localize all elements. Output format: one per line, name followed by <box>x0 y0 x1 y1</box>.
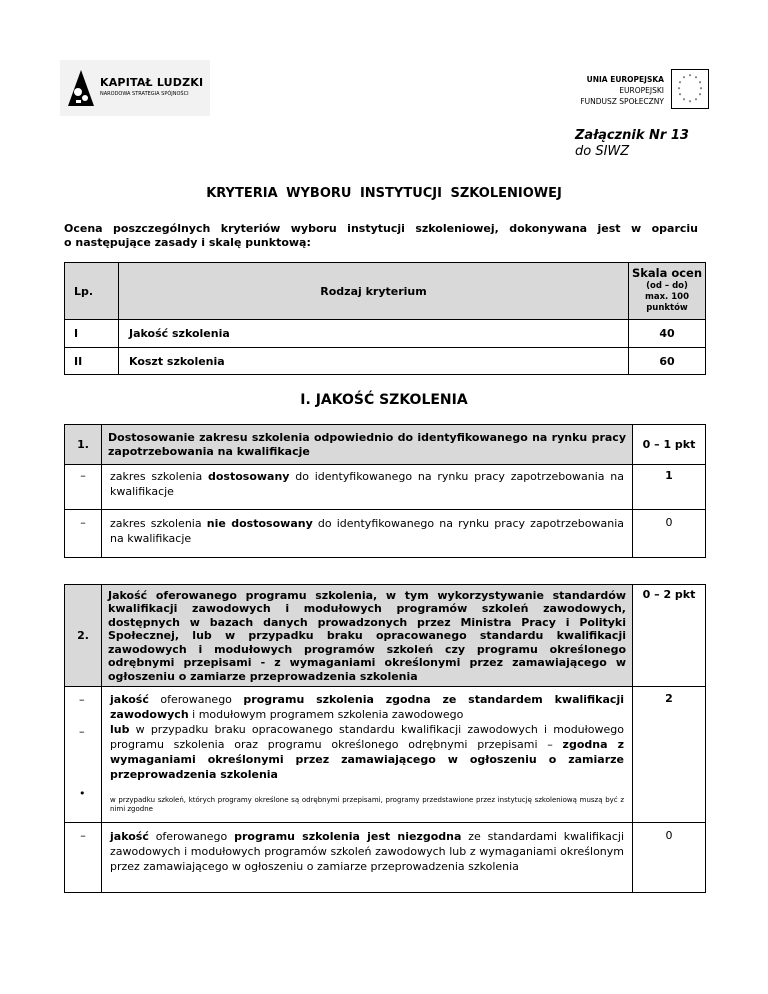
col-kind-header: Rodzaj kryterium <box>119 263 629 320</box>
text-segment-bold: programu szkolenia jest niezgodna <box>234 830 462 843</box>
summary-name: Jakość szkolenia <box>119 320 629 348</box>
kapital-ludzki-emblem-icon <box>66 68 96 108</box>
criterion-2-option <box>65 823 706 893</box>
intro-paragraph <box>64 222 698 250</box>
eu-line-3: FUNDUSZ SPOŁECZNY <box>580 97 664 106</box>
summary-lp: I <box>65 320 119 348</box>
criterion-2-title: Jakość oferowanego programu szkolenia, w tym wykorzystywanie standardów kwalifikacji zawodowych i modułowych programów szkoleń zawodowych, dostępnych w bazach danych prowadzonych przez Ministra Pracy i Polityki Społecznej, lub w przypadku braku opracowanego standardu kwalifikacji zawodowych i modułowych programów szkoleń czy programu określonego odrębnymi przepisami - z wymaganiami określonymi przez zamawiającego w ogłoszeniu o zamiarze przeprowadzenia szkolenia <box>102 585 633 687</box>
svg-text:*: * <box>694 76 698 82</box>
svg-text:*: * <box>682 76 686 82</box>
criterion-2-option <box>65 687 706 823</box>
eu-text <box>580 74 664 107</box>
criterion-2-option-1-a <box>110 692 624 722</box>
summary-row <box>65 320 706 348</box>
col-scale-header <box>629 263 706 320</box>
criterion-1-option-2 <box>102 510 633 558</box>
annex-subtitle: do SIWZ <box>575 144 630 159</box>
svg-text:*: * <box>698 81 702 87</box>
criterion-2-option-1-b <box>110 722 624 782</box>
svg-text:*: * <box>677 87 681 93</box>
criterion-1-title: Dostosowanie zakresu szkolenia odpowiednio do identyfikowanego na rynku pracy zapotrzebowania na kwalifikacje <box>102 425 633 465</box>
text-segment: i modułowym programem szkolenia zawodowego <box>188 708 464 721</box>
text-segment: zakres szkolenia <box>110 470 208 483</box>
criterion-1-number: 1. <box>65 425 102 465</box>
svg-text:*: * <box>678 81 682 87</box>
summary-row <box>65 348 706 375</box>
annex-title: Załącznik Nr 13 <box>575 128 689 143</box>
summary-score: 40 <box>629 320 706 348</box>
summary-header-row <box>65 263 706 320</box>
svg-text:*: * <box>698 93 702 99</box>
kapital-ludzki-logo <box>60 60 210 116</box>
dash-marker: – <box>79 725 85 738</box>
criterion-2-table <box>64 584 706 893</box>
text-segment: do identyfikowanego na rynku pracy zapotrzebowania na kwalifikacje <box>110 517 624 545</box>
criterion-1-option <box>65 510 706 558</box>
text-segment: w przypadku braku opracowanego standardu kwalifikacji zawodowych i modułowego programu szkolenia oraz programu określonego odrębnymi przepisami – <box>110 723 624 751</box>
intro-line-1: Ocena poszczególnych kryteriów wyboru instytucji szkoleniowej, dokonywana jest w oparciu <box>64 222 698 235</box>
criterion-2-range: 0 – 2 pkt <box>633 585 706 687</box>
kl-title: KAPITAŁ LUDZKI <box>100 76 204 89</box>
text-segment: oferowanego <box>148 693 244 706</box>
bullet-marker: • <box>79 787 86 800</box>
kl-subtitle: NARODOWA STRATEGIA SPÓJNOŚCI <box>100 91 189 97</box>
text-segment-bold: lub <box>110 723 130 736</box>
text-segment: do identyfikowanego na rynku pracy zapotrzebowania na kwalifikacje <box>110 470 624 498</box>
criterion-2-markers <box>65 687 102 823</box>
criterion-1-table <box>64 424 706 558</box>
section-title: I. JAKOŚĆ SZKOLENIA <box>300 392 468 408</box>
svg-text:*: * <box>694 98 698 104</box>
criterion-2-header <box>65 585 706 687</box>
eu-line-2: EUROPEJSKI <box>619 86 664 95</box>
criterion-1-option <box>65 465 706 510</box>
svg-text:*: * <box>699 87 703 93</box>
criterion-1-option-1 <box>102 465 633 510</box>
svg-text:*: * <box>688 74 692 80</box>
criterion-2-option-1-points: 2 <box>633 687 706 823</box>
text-segment-bold: zgodna z wymaganiami określonymi przez zamawiającego w ogłoszeniu o zamiarze przeprowadzenia szkolenia <box>110 738 624 781</box>
criterion-1-header <box>65 425 706 465</box>
dash-marker: – <box>65 465 102 510</box>
text-segment: zakres szkolenia <box>110 517 207 530</box>
criterion-1-option-1-points: 1 <box>633 465 706 510</box>
text-segment-bold: programu szkolenia zgodna ze standardem kwalifikacji zawodowych <box>110 693 624 721</box>
criterion-2-note: w przypadku szkoleń, których programy określone są odrębnymi przepisami, programy przedstawione przez instytucję szkoleniową muszą być z nimi zgodne <box>110 796 624 813</box>
text-segment-bold: jakość <box>110 693 149 706</box>
criterion-2-option-1 <box>102 687 633 823</box>
intro-line-2: o następujące zasady i skalę punktową: <box>64 236 311 249</box>
col-scale-label: Skala ocen <box>631 266 703 280</box>
dash-marker: – <box>65 510 102 558</box>
summary-lp: II <box>65 348 119 375</box>
col-scale-sub: (od – do) max. 100 punktów <box>644 281 689 313</box>
summary-score: 60 <box>629 348 706 375</box>
criterion-2-option-2-points: 0 <box>633 823 706 893</box>
summary-name: Koszt szkolenia <box>119 348 629 375</box>
dash-marker: – <box>79 693 85 706</box>
text-segment: oferowanego <box>148 830 235 843</box>
svg-text:*: * <box>688 100 692 106</box>
annex-label <box>575 128 689 160</box>
eu-flag-icon <box>671 69 709 109</box>
text-segment-bold: dostosowany <box>207 470 290 483</box>
criterion-1-option-2-points: 0 <box>633 510 706 558</box>
dash-marker: – <box>65 823 102 893</box>
text-segment-bold: jakość <box>110 830 149 843</box>
text-segment-bold: nie dostosowany <box>206 517 313 530</box>
criterion-2-number: 2. <box>65 585 102 687</box>
svg-text:*: * <box>678 93 682 99</box>
col-lp-header: Lp. <box>65 263 119 320</box>
criterion-1-range: 0 – 1 pkt <box>633 425 706 465</box>
eu-line-1: UNIA EUROPEJSKA <box>586 75 664 84</box>
text-segment: ze standardami kwalifikacji zawodowych i modułowych programów szkoleń zawodowych lub z wymaganiami określonym przez zamawiającego w ogłoszeniu o zamiarze przeprowadzenia szkolenia <box>110 830 625 873</box>
page-title: KRYTERIA WYBORU INSTYTUCJI SZKOLENIOWEJ <box>206 186 562 201</box>
summary-table <box>64 262 706 375</box>
criterion-2-option-2 <box>102 823 633 893</box>
svg-text:*: * <box>682 98 686 104</box>
